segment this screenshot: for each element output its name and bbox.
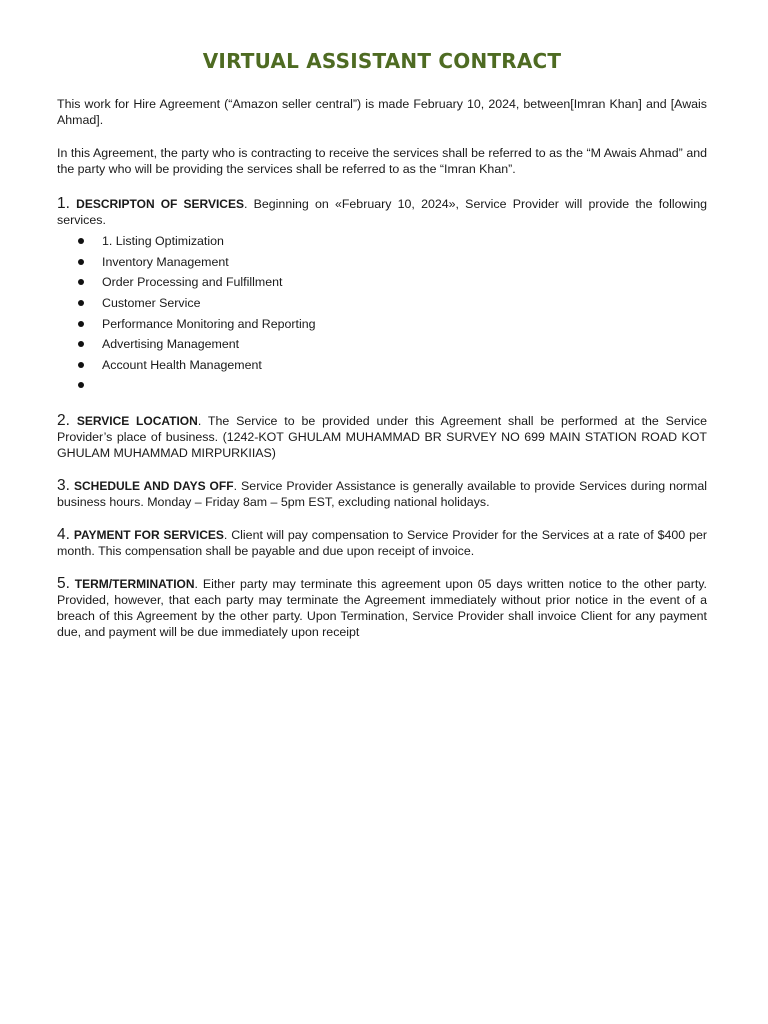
services-list — [57, 231, 707, 396]
section-heading: TERM/TERMINATION — [74, 576, 195, 591]
section-5-paragraph — [57, 576, 707, 640]
list-item-text: Advertising Management — [102, 337, 240, 352]
section-number: 4. — [57, 525, 70, 543]
list-item-text: Order Processing and Fulfillment — [102, 275, 283, 290]
section-heading: SCHEDULE AND DAYS OFF — [73, 478, 234, 493]
section-text: . Either party may terminate this agreement upon 05 days written notice to the other party. Provided, however, that each party may terminate the Agreement immediately without prior notice in the event of a breach of this Agreement by the other party. Upon Termination, Service Provider shall invoice Client for any payment due, and payment will be due immediately upon receipt — [57, 576, 707, 639]
section-number: 1. — [57, 195, 70, 212]
list-item-text: 1. Listing Optimization — [102, 234, 224, 249]
list-item-text: Inventory Management — [102, 254, 229, 269]
section-text: . Beginning on «February 10, 2024», Service Provider will provide the following services. — [57, 197, 707, 227]
section-service-location — [57, 413, 707, 461]
bullet-icon — [78, 382, 84, 388]
intro-paragraph-1: This work for Hire Agreement (“Amazon seller central”) is made February 10, 2024, between[Imran Khan] and [Awais Ahmad]. — [57, 97, 707, 127]
section-number: 2. — [57, 411, 70, 429]
list-item — [78, 272, 707, 293]
list-item — [78, 252, 707, 273]
bullet-icon — [78, 321, 84, 327]
bullet-icon — [78, 300, 84, 306]
bullet-icon — [78, 362, 84, 368]
section-text: . Client will pay compensation to Service Provider for the Services at a rate of $400 per month. This compensation shall be payable and due upon receipt of invoice. — [57, 527, 707, 558]
bullet-icon — [78, 238, 84, 244]
contract-page — [57, 48, 707, 640]
section-number: 3. — [57, 476, 70, 494]
intro-paragraph-2: In this Agreement, the party who is contracting to receive the services shall be referred to as the “M Awais Ahmad” and the party who will be providing the services shall be referred to as the “Imran Khan”. — [57, 146, 707, 176]
section-1-paragraph — [57, 196, 707, 228]
list-item-text: Performance Monitoring and Reporting — [102, 316, 316, 331]
list-item-text: Customer Service — [102, 296, 201, 311]
bullet-icon — [78, 341, 84, 347]
section-payment-for-services — [57, 527, 707, 559]
list-item-text: Account Health Management — [102, 357, 262, 372]
section-text: . The Service to be provided under this Agreement shall be performed at the Service Provider’s place of business. (1242-KOT GHULAM MUHAMMAD BR SURVEY NO 699 MAIN STATION ROAD KOT GHULAM MUHAMMAD MIRPURKIIAS) — [57, 413, 707, 460]
list-item — [78, 355, 707, 376]
list-item — [78, 231, 707, 252]
list-item — [78, 313, 707, 334]
section-heading: PAYMENT FOR SERVICES — [73, 527, 224, 542]
section-schedule-and-days-off — [57, 478, 707, 510]
section-description-of-services — [57, 196, 707, 396]
list-item-empty — [78, 375, 707, 396]
section-2-paragraph — [57, 413, 707, 461]
section-heading: DESCRIPTON OF SERVICES — [76, 197, 244, 211]
section-4-paragraph — [57, 527, 707, 559]
document-title: VIRTUAL ASSISTANT CONTRACT — [202, 49, 562, 73]
section-heading: SERVICE LOCATION — [76, 413, 198, 428]
section-term-termination — [57, 576, 707, 640]
section-number: 5. — [57, 574, 70, 592]
bullet-icon — [78, 259, 84, 265]
list-item — [78, 293, 707, 314]
section-text: . Service Provider Assistance is generally available to provide Services during normal business hours. Monday – Friday 8am – 5pm EST, excluding national holidays. — [57, 478, 708, 509]
list-item — [78, 334, 707, 355]
bullet-icon — [78, 279, 84, 285]
section-3-paragraph — [57, 478, 707, 510]
